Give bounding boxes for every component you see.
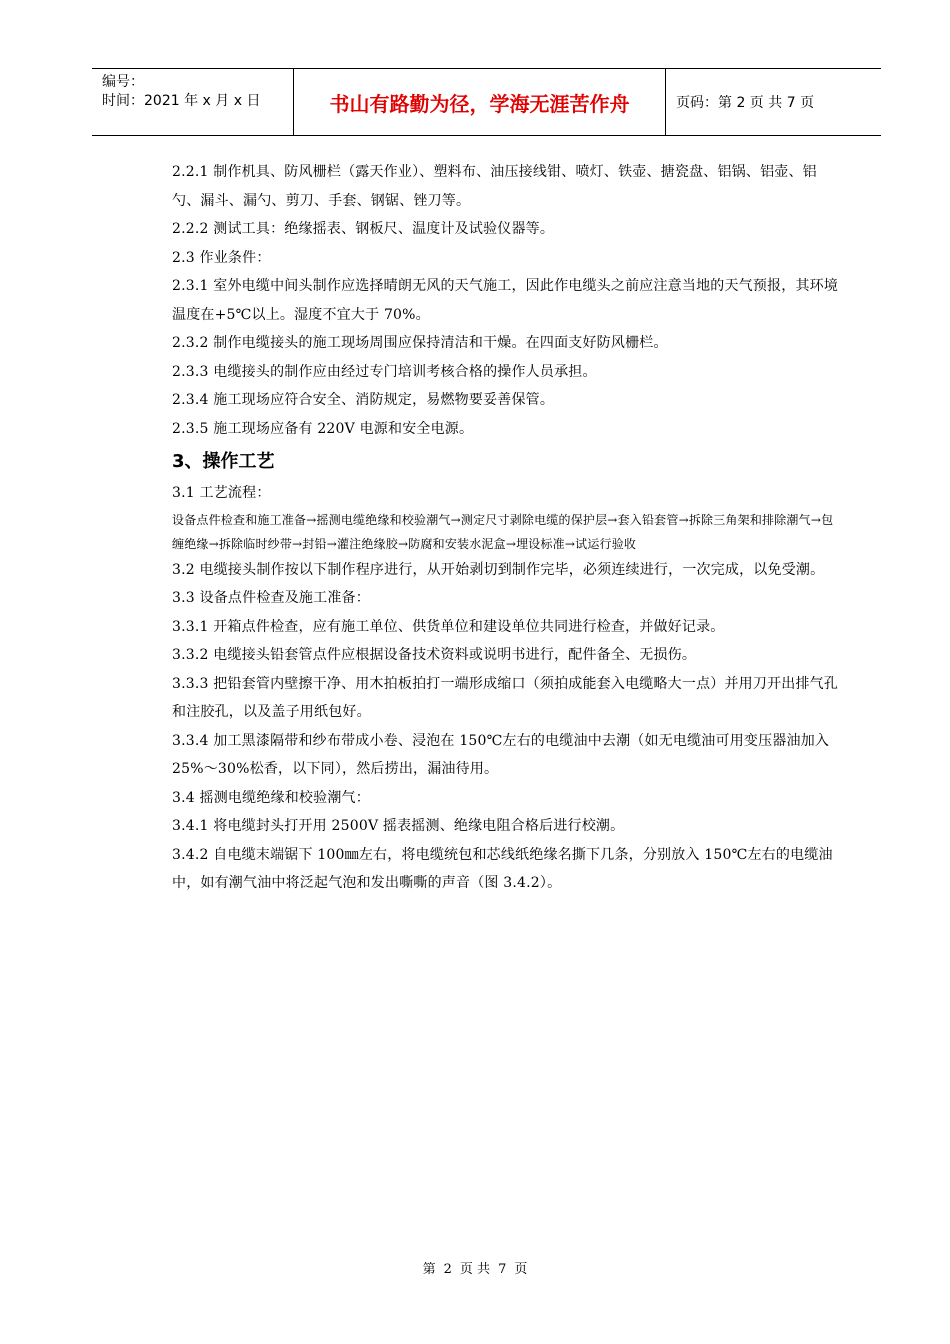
flow-heading: 3.1 工艺流程： [172,485,271,501]
header-motto: 书山有路勤为径，学海无涯苦作舟 [293,69,666,135]
footer-total-pages: 7 [498,1262,507,1277]
paragraph: 2.2.1 制作机具、防风栅栏（露天作业）、塑料布、油压接线钳、喷灯、铁壶、搪瓷盘、铝锅、铝壶、铝勺、漏斗、漏勺、剪刀、手套、钢锯、锉刀等。 [172,164,817,209]
footer-suffix: 页 [514,1262,528,1277]
footer-prefix: 第 [422,1262,436,1277]
header-page-number: 页码：第 2 页 共 7 页 [676,95,815,111]
paragraph: 3.3.4 加工黑漆隔带和纱布带成小卷、浸泡在 150℃左右的电缆油中去潮（如无电缆油可用变压器油加入 25%～30%松香，以下同），然后捞出，漏油待用。 [172,732,830,777]
header-meta [92,69,293,135]
paragraph: 2.3.5 施工现场应备有 220V 电源和安全电源。 [172,420,474,437]
footer-middle: 页 共 [459,1262,491,1277]
page-header [92,68,881,136]
paragraph: 3.3.1 开箱点件检查，应有施工单位、供货单位和建设单位共同进行检查，并做好记录。 [172,618,725,635]
paragraph: 2.3.1 室外电缆中间头制作应选择晴朗无风的天气施工，因此作电缆头之前应注意当地的天气预报，其环境温度在+5℃以上。湿度不宜大于 70%。 [172,278,839,323]
document-body [172,158,842,898]
paragraph: 2.3.2 制作电缆接头的施工现场周围应保持清洁和干燥。在四面支好防风栅栏。 [172,335,668,351]
paragraph: 2.2.2 测试工具：绝缘摇表、钢板尺、温度计及试验仪器等。 [172,221,555,237]
document-number-label: 编号： [102,74,144,90]
paragraph: 3.3 设备点件检查及施工准备： [172,590,370,606]
paragraph: 2.3.4 施工现场应符合安全、消防规定，易燃物要妥善保管。 [172,392,555,408]
paragraph: 2.3 作业条件： [172,249,271,266]
footer-current-page: 2 [443,1262,452,1277]
page-footer [0,1258,950,1277]
paragraph: 3.3.3 把铅套管内壁擦干净、用木拍板拍打一端形成缩口（须拍成能套入电缆略大一点）并用刀开出排气孔和注胶孔，以及盖子用纸包好。 [172,675,839,720]
paragraph: 2.3.3 电缆接头的制作应由经过专门培训考核合格的操作人员承担。 [172,363,597,380]
paragraph: 3.3.2 电缆接头铅套管点件应根据设备技术资料或说明书进行，配件备全、无损伤。 [172,647,697,663]
process-flow-text: 设备点件检查和施工准备→摇测电缆绝缘和校验潮气→测定尺寸剥除电缆的保护层→套入铅套管→拆除三角架和排除潮气→包缠绝缘→拆除临时纱带→封铅→灌注绝缘胶→防腐和安装水泥盒→埋设标准→试运行验收 [172,512,834,551]
paragraph: 3.4.2 自电缆末端锯下 100㎜左右，将电缆统包和芯线纸绝缘名撕下几条，分别放入 150℃左右的电缆油中，如有潮气油中将泛起气泡和发出嘶嘶的声音（图 3.4.2）。 [172,846,833,891]
section-heading: 3、操作工艺 [172,451,275,472]
document-date-label: 时间：2021 年 x 月 x 日 [102,93,261,109]
paragraph: 3.4 摇测电缆绝缘和校验潮气： [172,789,370,806]
paragraph: 3.4.1 将电缆封头打开用 2500V 摇表摇测、绝缘电阻合格后进行校潮。 [172,818,625,834]
paragraph: 3.2 电缆接头制作按以下制作程序进行，从开始剥切到制作完毕，必须连续进行，一次完成，以免受潮。 [172,561,825,578]
